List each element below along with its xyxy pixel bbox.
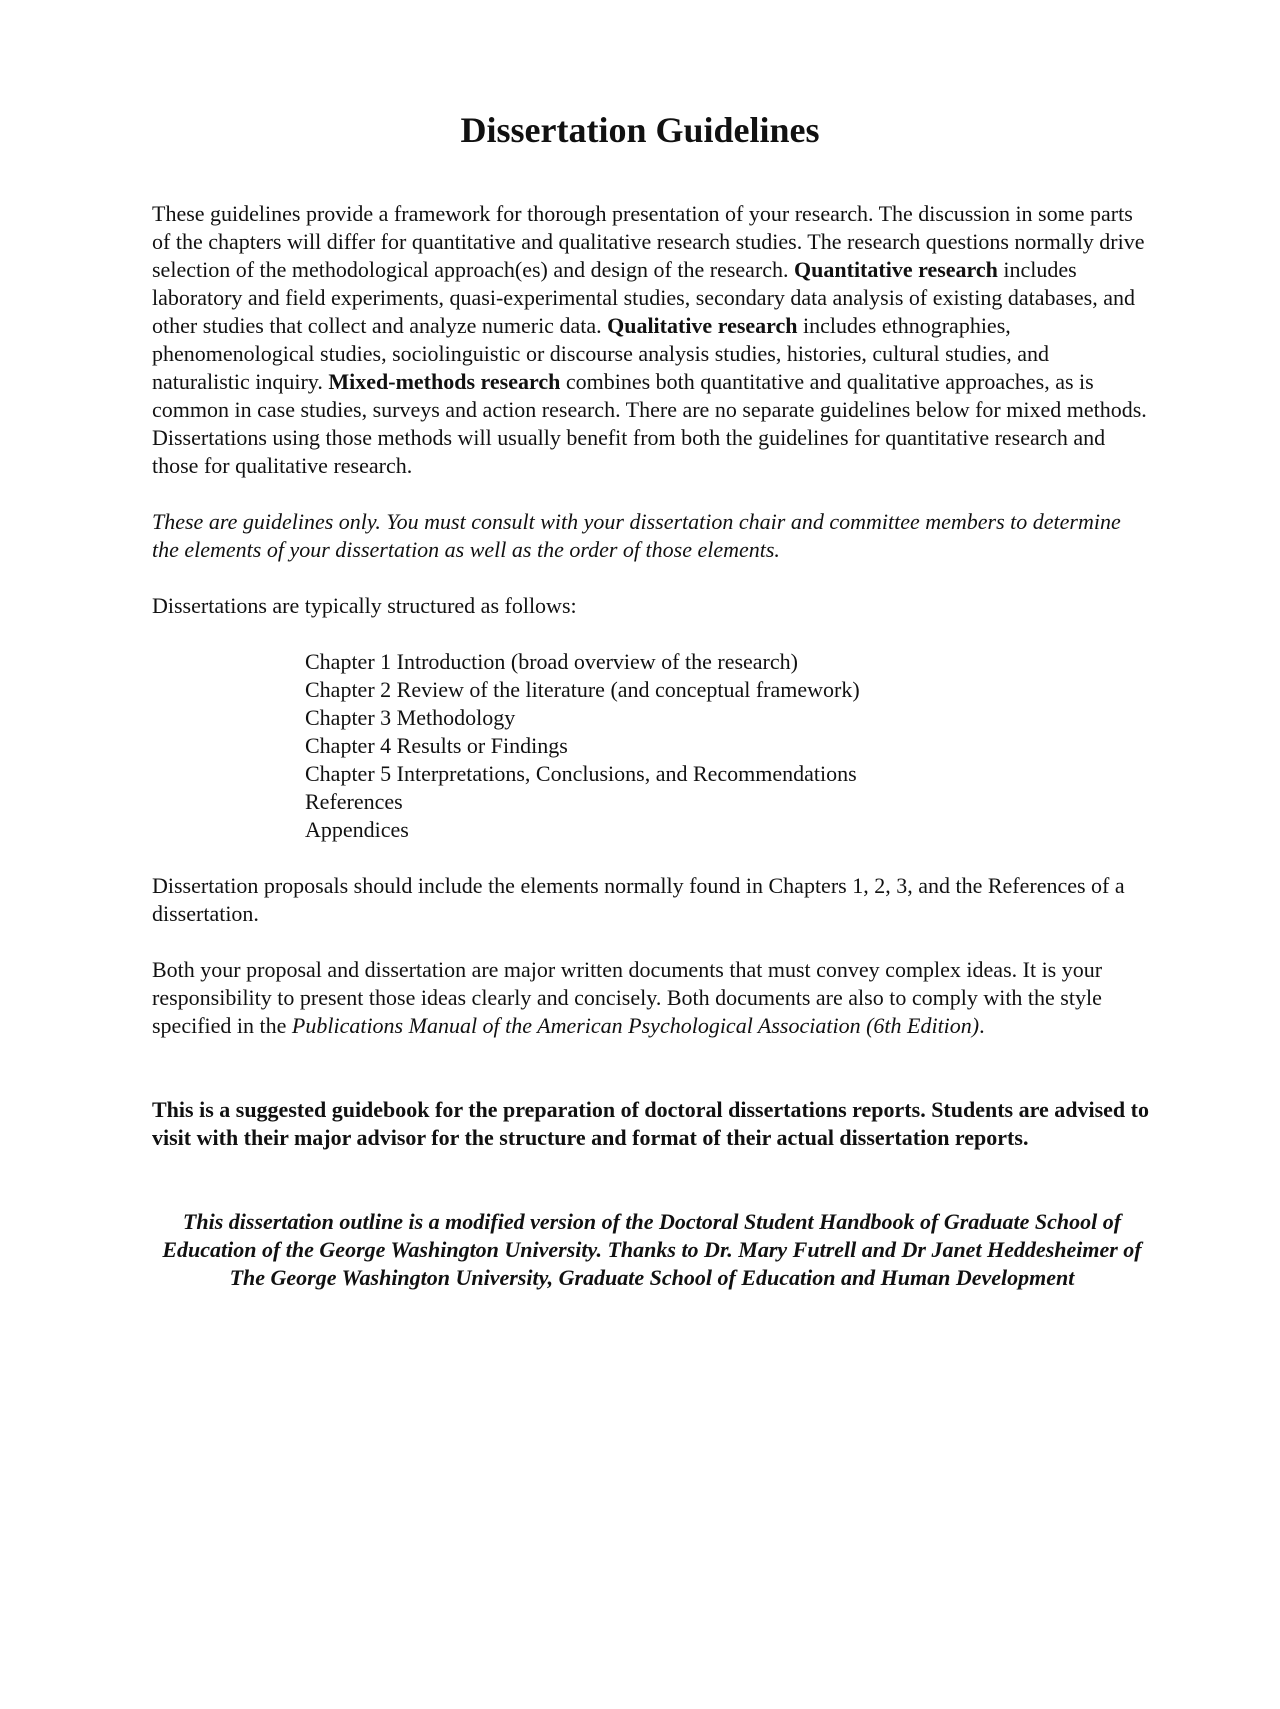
- intro-paragraph: [152, 200, 1152, 480]
- chapter-item-5: Chapter 5 Interpretations, Conclusions, and Recommendations: [305, 761, 857, 786]
- chapter-list: [305, 648, 1152, 844]
- intro-text-b: includes laboratory and field experiments, quasi-experimental studies, secondary data analysis of existing databases, and other studies that collect and analyze numeric data.: [152, 257, 1135, 338]
- intro-text-c: includes ethnographies, phenomenological studies, sociolinguistic or discourse analysis studies, histories, cultural studies, and naturalistic inquiry.: [152, 313, 1049, 394]
- chapter-item-1: Chapter 1 Introduction (broad overview of the research): [305, 649, 798, 674]
- intro-text-d: combines both quantitative and qualitative approaches, as is common in case studies, surveys and action research. There are no separate guidelines below for mixed methods. Dissertations using those methods will usually benefit from both the guidelines for quantitative research and those for qualitative research.: [152, 369, 1147, 478]
- mixed-methods-term: Mixed-methods research: [328, 369, 561, 394]
- chapter-item-4: Chapter 4 Results or Findings: [305, 733, 568, 758]
- intro-text-a: These guidelines provide a framework for thorough presentation of your research. The discussion in some parts of the chapters will differ for quantitative and qualitative research studies. The research questions normally drive selection of the methodological approach(es) and design of the research.: [152, 201, 1145, 282]
- style-text-b: .: [979, 1013, 985, 1038]
- apa-manual-title: Publications Manual of the American Psychological Association (6th Edition): [291, 1013, 980, 1038]
- guidebook-notice: This is a suggested guidebook for the preparation of doctoral dissertations reports. Students are advised to visit with their major advisor for the structure and format of their actual dissertation reports.: [152, 1097, 1149, 1150]
- caution-text: These are guidelines only. You must consult with your dissertation chair and committee members to determine the elements of your dissertation as well as the order of those elements.: [152, 509, 1121, 562]
- chapter-item-3: Chapter 3 Methodology: [305, 705, 516, 730]
- references-item: References: [305, 789, 403, 814]
- appendices-item: Appendices: [305, 817, 409, 842]
- proposal-paragraph: Dissertation proposals should include the elements normally found in Chapters 1, 2, 3, and the References of a dissertation.: [152, 873, 1125, 926]
- style-paragraph: [152, 956, 1152, 1040]
- structure-intro: Dissertations are typically structured as follows:: [152, 593, 577, 618]
- credit-note: This dissertation outline is a modified version of the Doctoral Student Handbook of Graduate School of Education of the George Washington University. Thanks to Dr. Mary Futrell and Dr Janet Heddesheimer of The George Washington University, Graduate School of Education and Human Development: [162, 1209, 1142, 1290]
- page-title: Dissertation Guidelines: [460, 110, 820, 150]
- quantitative-term: Quantitative research: [794, 257, 998, 282]
- qualitative-term: Qualitative research: [607, 313, 798, 338]
- caution-paragraph: [152, 508, 1152, 564]
- chapter-item-2: Chapter 2 Review of the literature (and conceptual framework): [305, 677, 860, 702]
- style-text-a: Both your proposal and dissertation are major written documents that must convey complex ideas. It is your responsibility to present those ideas clearly and concisely. Both documents are also to comply with the style specified in the: [152, 957, 1103, 1038]
